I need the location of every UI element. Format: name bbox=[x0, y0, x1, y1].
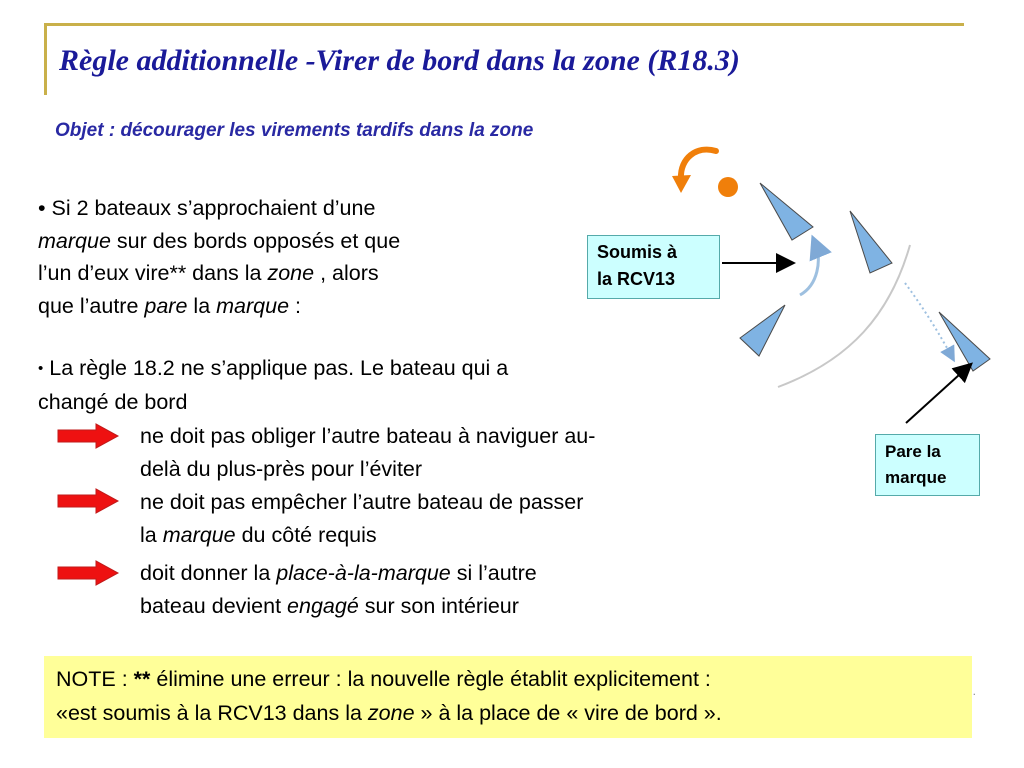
rotation-arrow-icon bbox=[672, 150, 716, 193]
bullet-dot: • bbox=[38, 360, 44, 377]
label-pare-la-marque: Pare la marque bbox=[875, 434, 980, 496]
title-frame-top-line bbox=[44, 23, 964, 26]
bullet-paragraph-2 bbox=[38, 352, 758, 418]
term-place-a-la-marque: place-à-la-marque bbox=[276, 561, 451, 585]
boat-icon bbox=[740, 305, 785, 356]
para1-line-1: • Si 2 bateaux s’approchaient d’une bbox=[38, 196, 376, 220]
note-prefix: NOTE : bbox=[56, 667, 134, 691]
layline-track bbox=[778, 245, 910, 387]
term-marque: marque bbox=[162, 522, 236, 547]
bullet-dot: • bbox=[38, 196, 46, 220]
boats-diagram bbox=[660, 135, 1000, 435]
term-engage: engagé bbox=[287, 593, 359, 618]
slide-title: Règle additionnelle -Virer de bord dans la zone (R18.3) bbox=[59, 44, 740, 77]
tack-track-arrow-icon bbox=[800, 243, 818, 295]
para2-line-1: • La règle 18.2 ne s’applique pas. Le bateau qui a bbox=[38, 356, 509, 380]
boat-icon bbox=[850, 211, 892, 273]
term-pare: pare bbox=[144, 293, 188, 318]
para2-line-2: changé de bord bbox=[38, 389, 188, 414]
term-marque: marque bbox=[38, 228, 111, 253]
bullet-paragraph-1 bbox=[38, 192, 538, 322]
note-stars: ** bbox=[133, 667, 151, 691]
para1-line-4: que l’autre pare la marque : bbox=[38, 293, 301, 318]
label-soumis-rcv13: Soumis à la RCV13 bbox=[587, 235, 720, 299]
boat-icon bbox=[939, 312, 990, 371]
mark-buoy-icon bbox=[718, 177, 738, 197]
boat-icon bbox=[760, 183, 813, 240]
red-arrow-icon bbox=[56, 488, 120, 514]
term-marque: marque bbox=[216, 293, 290, 318]
para1-line-2: marque sur des bords opposés et que bbox=[38, 228, 401, 253]
para1-line-3: l’un d’eux vire** dans la zone , alors bbox=[38, 261, 379, 285]
consequence-item-1: ne doit pas obliger l’autre bateau à naviguer au- delà du plus-près pour l’éviter bbox=[140, 424, 596, 481]
consequence-item-2: ne doit pas empêcher l’autre bateau de passer la marque du côté requis bbox=[140, 490, 584, 547]
corner-mark: . bbox=[972, 684, 976, 698]
red-arrow-icon bbox=[56, 560, 120, 586]
term-zone: zone bbox=[267, 261, 315, 285]
red-arrow-icon bbox=[56, 423, 120, 449]
note-box: NOTE : ** élimine une erreur : la nouvelle règle établit explicitement : «est soumis à la RCV13 dans la zone » à la place de « vire de bord ». bbox=[44, 656, 972, 738]
term-zone: zone bbox=[367, 701, 415, 725]
consequence-item-3: doit donner la place-à-la-marque si l’autre bateau devient engagé sur son intérieur bbox=[140, 561, 537, 618]
title-frame-left-line bbox=[44, 23, 47, 95]
pointer-arrow-icon bbox=[906, 365, 970, 423]
slide-subtitle: Objet : décourager les virements tardifs dans la zone bbox=[55, 120, 534, 141]
